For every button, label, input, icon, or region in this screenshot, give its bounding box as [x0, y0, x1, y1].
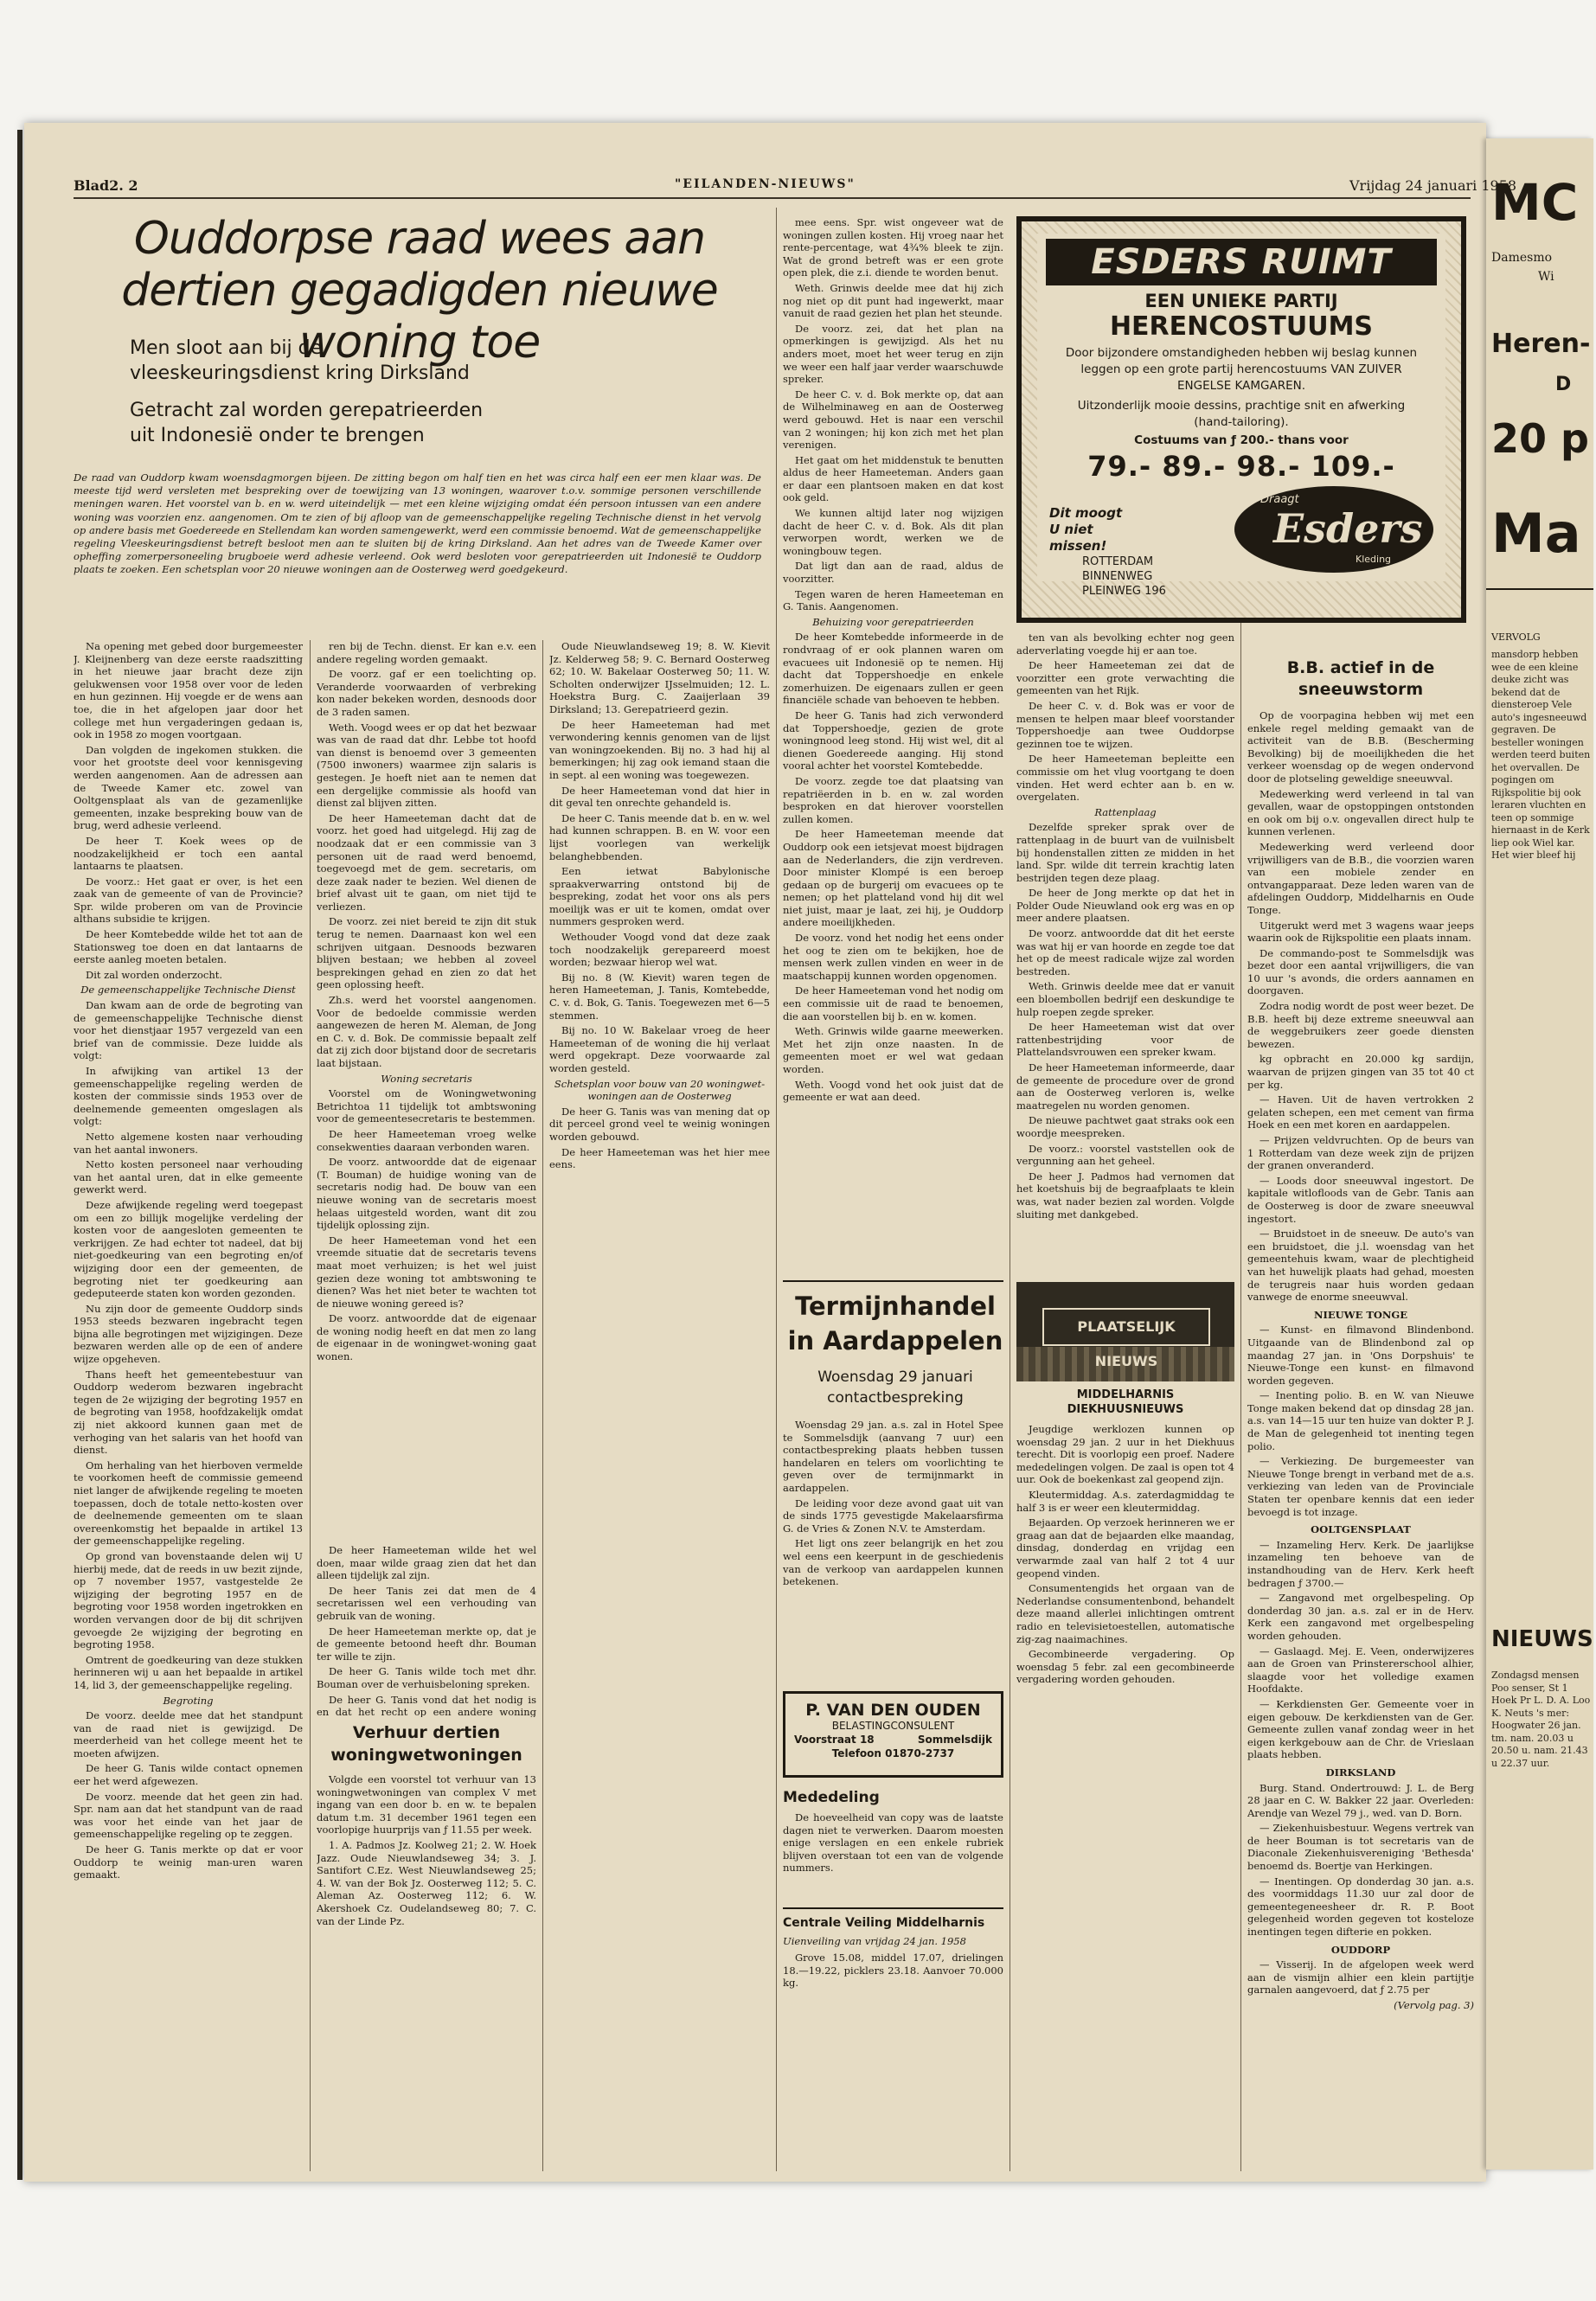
article-column-5	[1016, 631, 1234, 1272]
verhuur-paragraph: Volgde een voorstel tot verhuur van 13 woningwetwoningen van complex V met ingang van een door b. en w. te bepalen datum t.m. 31 december 1961 tegen een voorlopige huurprijs van ƒ 11.55 per week.	[317, 1773, 536, 1836]
article-paragraph: De heer Hameeteman wilde het wel doen, maar wilde graag zien dat het dan alleen tijdelijk zal zijn.	[317, 1544, 536, 1582]
article-paragraph: Tegen waren de heren Hameeteman en G. Tanis. Aangenomen.	[783, 587, 1003, 613]
article-paragraph: Omtrent de goedkeuring van deze stukken herinneren wij u aan het bepaalde in artikel 14, lid 3, der gemeenschappelijke regeling.	[74, 1653, 303, 1691]
article-paragraph: Een ietwat Babylonische spraakverwarring ontstond bij de bespreking, zodat het voor ons als pers moeilijk was er uit te komen, omdat over nummers gesproken werd.	[549, 865, 770, 928]
article-paragraph: Na opening met gebed door burgemeester J. Kleijnenberg van deze eerste raadszitting in het nieuwe jaar bracht deze zijn gelukwensen voor 1958 over voor de leden en hun gezinnen. Hij voegde er de wens aan toe, die in het afgelopen jaar door het college met hun vergaderingen gedaan is, ook in 1958 zo mogen voortgaan.	[74, 640, 303, 741]
article-paragraph: De heer C. Tanis meende dat b. en w. wel had kunnen schrappen. B. en W. voor een lijst voorlegen van werkelijk belanghebbenden.	[549, 811, 770, 862]
esders-brand: Esders	[1273, 505, 1423, 552]
esders-address-3: PLEINWEG 196	[1082, 585, 1166, 598]
diekhuus-item: Jeugdige werklozen kunnen op woensdag 29 jan. 2 uur in het Diekhuus terecht. Dit is voorlopig een proef. Nadere mededelingen volgen. De zaal is open tot 4 uur. Ook de boekenkast zal geopend zijn.	[1016, 1423, 1234, 1486]
subheadline-2: Getracht zal worden gerepatrieerden uit Indonesië onder te brengen	[130, 400, 484, 446]
esders-address-2: BINNENWEG	[1082, 570, 1153, 583]
main-headline: Ouddorpse raad wees aan dertien gegadigden nieuwe woning toe	[121, 213, 718, 369]
article-paragraph: De heer Komtebedde wilde het tot aan de Stationsweg toe doen en dat lantaarns de eerste aanleg moeten betalen.	[74, 928, 303, 966]
article-paragraph: Weth. Voogd wees er op dat het bezwaar was van de raad dat dhr. Lebbe tot hoofd van dienst is benoemd over 3 gemeenten (7500 inwoners) waarmee zijn salaris is gestegen. Je hoeft niet aan te nemen dat een dergelijke commissie als hoofd van dienst zal blijven zitten.	[317, 721, 536, 810]
article-paragraph: De voorz.: Het gaat er over, is het een zaak van de gemeente of van de Provincie? Spr. wilde proberen om van de Provincie althans subsidie te krijgen.	[74, 875, 303, 926]
news-item: Op de voorpagina hebben wij met een enkele regel melding gemaakt van de activiteit van de B.B. (Bescherming Bevolking) bij de moeilijkheden die het verkeer woensdag op de wegen ondervond door de plotseling geweldige sneeuwval.	[1247, 709, 1474, 785]
next-page-line: Wi	[1538, 270, 1554, 284]
news-item: OOLTGENSPLAAT	[1311, 1523, 1411, 1536]
next-page-text-2: Zondagsd mensen Poo senser, St 1 Hoek Pr L. D. A. Loo K. Neuts 's mer: Hoogwater 26 jan. tm. nam. 20.03 u 20.50 u. nam. 21.43 u 22.37 uur.	[1491, 1670, 1591, 1769]
article-paragraph: Wethouder Voogd vond dat deze zaak toch noodzakelijk gerepareerd moest worden; bezwaar hierop wel wat.	[549, 931, 770, 969]
news-item: Burg. Stand. Ondertrouwd: J. L. de Berg 28 jaar en C. W. Bakker 22 jaar. Overleden: Arendje van Wezel 79 j., wed. van D. Born.	[1247, 1781, 1474, 1819]
article-paragraph: De voorz. zei niet bereid te zijn dit stuk terug te nemen. Daarnaast kon wel een schrijven uitgaan. Desnoods bezwaren blijven bestaan; we hebben al zoveel besprekingen gehad en zien zo dat het geen oplossing heeft.	[317, 915, 536, 991]
article-paragraph: De heer J. Padmos had vernomen dat het koetshuis bij de begraafplaats te klein was, wat nader bezien zal worden. Volgde sluiting met dankgebed.	[1016, 1170, 1234, 1221]
article-paragraph: De heer G. Tanis was van mening dat op dit perceel grond veel te weinig woningen worden gebouwd.	[549, 1105, 770, 1143]
article-paragraph: De heer Hameeteman bepleitte een commissie om het vlug voortgang te doen vinden. Het werd echter aan b. en w. overgelaten.	[1016, 753, 1234, 804]
article-paragraph: De voorz. vond het nodig het eens onder het oog te zien om te bekijken, hoe de mensen werk zullen vinden en weer in de maatschappij kunnen worden opgenomen.	[783, 932, 1003, 982]
esders-address-1: ROTTERDAM	[1082, 555, 1154, 568]
article-paragraph: De heer Hameeteman merkte op, dat je de gemeente betoond heeft dhr. Bouman ter wille te zijn.	[317, 1625, 536, 1663]
article-column-3	[549, 640, 770, 2171]
article-paragraph: De heer C. v. d. Bok was er voor de mensen te helpen maar bleef voorstander Toppershoedje aan twee Ouddorpse gezinnen toe te wijzen.	[1016, 699, 1234, 750]
illustration-caption: PLAATSELIJK NIEUWS	[1042, 1308, 1210, 1346]
article-paragraph: Weth. Grinwis deelde mee dat er vanuit een bloembollen bedrijf een deskundige te hulp roepen zegde spreker.	[1016, 980, 1234, 1018]
article-column-4	[783, 216, 1003, 1272]
diekhuus-item: Bejaarden. Op verzoek herinneren we er graag aan dat de bejaarden elke maandag, dinsdag, donderdag en vrijdag een verwarmde zaal van half 2 tot 4 uur geopend vinden.	[1016, 1516, 1234, 1580]
news-item: — Visserij. In de afgelopen week werd aan de vismijn alhier een klein partijtje garnalen aangevoerd, dat ƒ 2.75 per	[1247, 1958, 1474, 1997]
verhuur-paragraph: 1. A. Padmos Jz. Koolweg 21; 2. W. Hoek Jazz. Oude Nieuwlandseweg 34; 3. J. Santifort C.Ez. West Nieuwlandseweg 25; 4. W. van der Bok Jz. Oosterweg 112; 5. C. Aleman Az. Oosterweg 112; 6. W. Akershoek Cz. Oudelandseweg 80; 7. C. van der Linde Pz.	[317, 1838, 536, 1927]
article-column-2	[317, 640, 536, 1540]
article-paragraph: De heer G. Tanis wilde contact opnemen eer het werd afgewezen.	[74, 1762, 303, 1788]
article-paragraph: De heer Hameeteman vond dat hier in dit geval ten onrechte gehandeld is.	[549, 784, 770, 810]
next-page-strip	[1486, 138, 1593, 2170]
esders-text2: Uitzonderlijk mooie dessins, prachtige snit en afwerking (hand-tailoring).	[1077, 399, 1406, 429]
article-paragraph: De heer Komtebedde informeerde in de rondvraag of er ook plannen waren om evacuees uit Indonesië op te nemen. Hij dacht dat Toppershoedje en enkele zomerhuizen. De eigenaars zullen er geen financiële schade van behoeven te hebben.	[783, 631, 1003, 707]
ad-role: BELASTINGCONSULENT	[831, 1720, 955, 1732]
article-paragraph: De nieuwe pachtwet gaat straks ook een woordje meespreken.	[1016, 1114, 1234, 1139]
article-paragraph: Netto algemene kosten naar verhouding van het aantal inwoners.	[74, 1130, 303, 1156]
news-item: (Vervolg pag. 3)	[1394, 1999, 1474, 2011]
termijn-body	[783, 1419, 1003, 1678]
article-paragraph: De heer Hameeteman wist dat over rattenbestrijding voor de Plattelandsvrouwen een spreker kwam.	[1016, 1021, 1234, 1059]
article-paragraph: De voorz. antwoordde dat de eigenaar (T. Bouman) de huidige woning van de secretaris nodig had. De bouw van een nieuwe woning van de secretaris moest helaas uitgesteld worden, want dit zou tijdelijk oplossing zijn.	[317, 1156, 536, 1232]
article-paragraph: Weth. Grinwis deelde mee dat hij zich nog niet op dit punt had ingewerkt, maar vanuit de raad gezien het plan het steunde.	[783, 281, 1003, 320]
news-item: De commando-post te Sommelsdijk was bezet door een aantal vrijwilligers, die van 10 uur 's avonds, die orders aannamen en doorgaven.	[1247, 946, 1474, 997]
news-item: — Gaslaagd. Mej. E. Veen, onderwijzeres aan de Groen van Prinstererschool alhier, slaagde voor het volledige examen Hoofdakte.	[1247, 1644, 1474, 1695]
termijn-paragraph: Het ligt ons zeer belangrijk en het zou wel eens een keerpunt in de geschiedenis van de verkoop van aardappelen kunnen betekenen.	[783, 1537, 1003, 1588]
news-item: — Kunst- en filmavond Blindenbond. Uitgaande van de Blindenbond zal op maandag 27 jan. in 'Ons Dorpshuis' te Nieuwe-Tonge een kunst- en filmavond worden gegeven.	[1247, 1324, 1474, 1387]
news-item: — Loods door sneeuwval ingestort. De kapitale witlofloods van de Gebr. Tanis aan de Oosterweg is door de zware sneeuwval ingestort.	[1247, 1174, 1474, 1225]
termijn-paragraph: Woensdag 29 jan. a.s. zal in Hotel Spee te Sommelsdijk (aanvang 7 uur) een contactbespreking plaats hebben tussen handelaren en telers om voorlichting te geven over de termijnmarkt in aardappelen.	[783, 1419, 1003, 1494]
article-paragraph: ren bij de Techn. dienst. Er kan e.v. een andere regeling worden gemaakt.	[317, 640, 536, 665]
termijn-paragraph: De leiding voor deze avond gaat uit van de sinds 1775 gevestigde Makelaarsfirma G. de Vries & Zonen N.V. te Amsterdam.	[783, 1497, 1003, 1535]
news-item: Uitgerukt werd met 3 wagens waar jeeps waarin ook de Rijkspolitie een plaats innam.	[1247, 919, 1474, 945]
right-column	[1247, 709, 1474, 2171]
article-intro: De raad van Ouddorp kwam woensdagmorgen bijeen. De zitting begon om half tien en het was circa half een eer men klaar was. De meeste tijd werd versleten met bespreking over de toewijzing van 13 woningen, waarover t.o.v. sommige personen verschillende meningen waren. Het voorstel van b. en w. werd uiteindelijk — met een kleine wijziging omdat één persoon intussen van een andere woning was voorzien enz. aangenomen. Om te zien of bij afloop van de gemeenschappelijke regeling Technische dienst in het vervolg op andere basis met Goedereede en Stellendam kan worden samengewerkt, werd een commissie benoemd. Wat de gemeenschappelijke regeling Vleeskeuringsdienst betreft besloot men aan te sluiten bij de kring Dirksland. Aan het adres van de Tweede Kamer over opheffing zomerpersoneeling brugboeie werd adhesie verleend. Ook werd besloten voor gerepatrieerden uit Indonesië te Ouddorp plaats te zoeken. Een schetsplan voor 20 nieuwe woningen aan de Oosterweg werd goedgekeurd.	[74, 471, 761, 576]
page-edge-shadow	[17, 130, 22, 2180]
article-paragraph: De heer Hameeteman meende dat Ouddorp ook een ietsjevat moest bijdragen aan de Nederlanders, die zijn verdreven. Door minister Klompé is een beroep gedaan op de burgerij om evacuees op te nemen; op het platteland vond hij dit wel niet juist, maar je laat, zei hij, je Ouddorp andere moeilijkheden.	[783, 828, 1003, 929]
article-paragraph: De heer Hameeteman informeerde, daar de gemeente de procedure over de grond aan de Oosterweg verloren is, welke maatregelen nu worden genomen.	[1016, 1061, 1234, 1112]
article-paragraph: Netto kosten personeel naar verhouding van het aantal uren, dat in elke gemeente gewerkt werd.	[74, 1158, 303, 1196]
article-paragraph: mee eens. Spr. wist ongeveer wat de woningen zullen kosten. Hij vroeg naar het rente-percentage, wat 4¾% bleek te zijn. Wat de grond betreft was er een grote open plek, die z.i. diende te worden benut.	[783, 216, 1003, 279]
esders-callout: Dit moogt U niet missen!	[1049, 504, 1123, 554]
article-paragraph: Bij no. 8 (W. Kievit) waren tegen de heren Hameeteman, J. Tanis, Komtebedde, C. v. d. Bok, G. Tanis. Toegewezen met 6—5 stemmen.	[549, 971, 770, 1022]
news-item: — Bruidstoet in de sneeuw. De auto's van een bruidstoet, die j.l. woensdag van het gemeentehuis kwam, waar de plechtigheid van het huwelijk plaats had gehad, moesten de terugreis naar huis worden gedaan vanwege de enorme sneeuwval.	[1247, 1227, 1474, 1304]
article-paragraph: De heer Hameeteman vroeg welke consekwenties daaraan verbonden waren.	[317, 1127, 536, 1153]
article-paragraph: De voorz. gaf er een toelichting op. Veranderde voorwaarden of verbreking kon nader bekeken worden, desnoods door de 3 raden samen.	[317, 668, 536, 718]
news-item: — Zangavond met orgelbespeling. Op donderdag 30 jan. a.s. zal er in de Herv. Kerk een zangavond met orgelbespeling worden gehouden.	[1247, 1592, 1474, 1642]
issue-date: Vrijdag 24 januari 1958	[1349, 177, 1517, 194]
esders-logo	[1234, 486, 1433, 573]
article-paragraph: De heer Tanis zei dat men de 4 secretarissen wel een verhouding van gebruik van de woning.	[317, 1584, 536, 1622]
subheadline-1: Men sloot aan bij de vleeskeuringsdienst kring Dirksland	[130, 337, 470, 384]
van-den-ouden-ad	[783, 1691, 1003, 1778]
article-paragraph: De heer Hameeteman dacht dat de voorz. het goed had uitgelegd. Hij zag de noodzaak dat er een commissie van 3 personen uit de raad werd benoemd, toegevoegd met de gem. secretaris, om deze zaak nader te bezien. Wel dienen de brief alvast uit te gaan, om niet tijd te verliezen.	[317, 811, 536, 913]
termijn-subheading: Woensdag 29 januari contactbespreking	[817, 1368, 973, 1407]
article-paragraph: De heer T. Koek wees op de noodzakelijkheid er toch een aantal lantaarns te plaatsen.	[74, 834, 303, 873]
article-paragraph: Oude Nieuwlandseweg 19; 8. W. Kievit Jz. Kelderweg 58; 9. C. Bernard Oosterweg 62; 10. W. Bakelaar Oosterweg 50; 11. W. Scholten onderwijzer IJsselmuiden; 12. L. Hoekstra Burg. C. Zaaijerlaan 39 Dirksland; 13. Gerepatrieerd gezin.	[549, 640, 770, 715]
veiling-subheading: Uienveiling van vrijdag 24 jan. 1958	[783, 1935, 966, 1947]
article-paragraph: Dezelfde spreker sprak over de rattenplaag in de buurt van de vuilnisbelt bij hondenstallen zitten ze midden in het land. Spr. wilde dit terrein krachtig laten bestrijden tegen deze plaag.	[1016, 821, 1234, 884]
article-paragraph: Dan volgden de ingekomen stukken. die voor het grootste deel voor kennisgeving werden aangenomen. Aan de adressen aan de Tweede Kamer etc. zowel van Ooltgensplaat als van de gezamenlijke gemeenten, inzake bespreking bouw van de brug, werd adhesie verleend.	[74, 743, 303, 832]
verhuur-column	[317, 1773, 536, 2171]
article-paragraph: De heer Hameeteman zei dat de voorzitter een grote verwachting die gemeenten van het Rijk.	[1016, 659, 1234, 697]
article-paragraph: Deze afwijkende regeling werd toegepast om een zo billijk mogelijke verdeling der kosten voor de aangesloten gemeenten te verkrijgen. Ze had echter tot nadeel, dat bij niet-goedkeuring van een begroting en/of wijziging door een der gemeenten, de begroting niet ter goedkeuring aan gedeputeerde staten kon worden gezonden.	[74, 1198, 303, 1300]
article-paragraph: De heer de Jong merkte op dat het in Polder Oude Nieuwland ook erg was en op meer andere plaatsen.	[1016, 887, 1234, 925]
esders-ad	[1016, 216, 1466, 623]
article-paragraph: De voorz.: voorstel vaststellen ook de vergunning aan het geheel.	[1016, 1142, 1234, 1168]
next-page-text: mansdorp hebben wee de een kleine deuke zicht was bekend dat de diensteroep Vele auto's ingesneeuwd gegraven. De besteller woningen werden teerd buiten het overvallen. De pogingen om Rijkspolitie bij ook leraren vluchten en teen op sommige hiernaast in de Kerk liep ook Wiel kar. Het wier bleef hij	[1491, 649, 1591, 861]
article-paragraph: Thans heeft het gemeentebestuur van Ouddorp wederom bezwaren ingebracht tegen de 2e wijziging der begroting 1957 en de begroting van 1958, hoofdzakelijk omdat zij niet akkoord kunnen gaan met de verhoging van het salaris van het hoofd van dienst.	[74, 1368, 303, 1457]
esders-wears: Draagt	[1260, 493, 1299, 506]
news-item: kg opbracht en 20.000 kg sardijn, waarvan de prijzen gingen van 35 tot 40 ct per kg.	[1247, 1053, 1474, 1091]
article-paragraph: Op grond van bovenstaande delen wij U hierbij mede, dat de reeds in uw bezit zijnde, op 7 november 1957, vastgestelde 2e wijziging der begroting 1957 en de begroting voor 1958 worden ingetrokken en worden vervangen door de bij dit schrijven gevoegde 2e wijziging der begroting en begroting 1958.	[74, 1549, 303, 1651]
news-item: — Kerkdiensten Ger. Gemeente voer in eigen gebouw. De kerkdiensten van de Ger. Gemeente zullen vanaf zondag weer in het eigen kerkgebouw aan de Chr. de Vrieslaan plaats hebben.	[1247, 1697, 1474, 1761]
article-paragraph: Dit zal worden onderzocht.	[86, 968, 223, 981]
next-page-heading-heren: Heren-	[1491, 329, 1591, 359]
article-paragraph: De heer G. Tanis wilde toch met dhr. Bouman over de verhuisbeloning spreken.	[317, 1665, 536, 1690]
esders-prices: 79.- 89.- 98.- 109.-	[1087, 450, 1395, 483]
article-paragraph: Voorstel om de Woningwetwoning Betrichtoa 11 tijdelijk tot ambtswoning voor de gemeentesecretaris te bestemmen.	[317, 1087, 536, 1125]
bb-heading: B.B. actief in de sneeuwstorm	[1286, 658, 1435, 699]
article-paragraph: Zh.s. werd het voorstel aangenomen. Voor de bedoelde commissie werden aangewezen de heren M. Aleman, de Jong en C. v. d. Bok. De commissie bepaalt zelf dat zij zich door bijstand door de secretaris laat bijstaan.	[317, 994, 536, 1069]
article-paragraph: Weth. Voogd vond het ook juist dat de gemeente er wat aan deed.	[783, 1078, 1003, 1104]
article-paragraph: Rattenplaag	[1094, 805, 1157, 818]
article-paragraph: De voorz. antwoordde dat de eigenaar de woning nodig heeft en dat men zo lang de eigenaar in de woningwet-woning gaat wonen.	[317, 1312, 536, 1363]
news-item: — Prijzen veldvruchten. Op de beurs van 1 Rotterdam van deze week zijn de prijzen der granen onveranderd.	[1247, 1134, 1474, 1172]
article-paragraph: Om herhaling van het hierboven vermelde te voorkomen heeft de commissie gemeend niet langer de afwijkende regeling te moeten toepassen, doch de totale netto-kosten over de deelnemende gemeenten om te slaan overeenkomstig het bepaalde in artikel 13 der gemeenschappelijke regeling.	[74, 1458, 303, 1548]
article-paragraph: Nu zijn door de gemeente Ouddorp sinds 1953 steeds bezwaren ingebracht tegen bijna alle begrotingen met wijzigingen. Deze bezwaren werden alle op de een of andere wijze opgeheven.	[74, 1302, 303, 1366]
esders-line1: EEN UNIEKE PARTIJ	[1144, 291, 1338, 311]
article-paragraph: Dat ligt dan aan de raad, aldus de voorzitter.	[783, 560, 1003, 586]
article-paragraph: De heer Hameeteman vond het nodig om een commissie uit de raad te benoemen, die aan voorstellen bij b. en w. komen.	[783, 984, 1003, 1022]
article-paragraph: De voorz. meende dat het geen zin had. Spr. nam aan dat het standpunt van de raad was voor het einde van het jaar de gemeenschappelijke regeling op te zeggen.	[74, 1790, 303, 1841]
article-paragraph: De voorz. antwoordde dat dit het eerste was wat hij er van hoorde en zegde toe dat het op de meest radicale wijze zal worden bestreden.	[1016, 927, 1234, 977]
article-paragraph: Weth. Grinwis wilde gaarne meewerken. Met het zijn onze naasten. In de gemeenten moet er wel wat gedaan worden.	[783, 1025, 1003, 1075]
diekhuus-item: Kleutermiddag. A.s. zaterdagmiddag te half 3 is er weer een kleutermiddag.	[1016, 1488, 1234, 1514]
next-page-nieuws: NIEUWS	[1491, 1626, 1593, 1652]
verhuur-heading: Verhuur dertien woningwetwoningen	[330, 1723, 522, 1765]
article-paragraph: Schetsplan voor bouw van 20 woningwet-woningen aan de Oosterweg	[554, 1077, 766, 1103]
esders-brand-sub: Kleding	[1356, 554, 1392, 565]
article-paragraph: De voorz. zei, dat het plan na opmerkingen is gewijzigd. Als het nu anders moet, moet het weer terug en zijn we weer een half jaar verder waarschuwde spreker.	[783, 322, 1003, 386]
news-item: — Inenting polio. B. en W. van Nieuwe Tonge maken bekend dat op dinsdag 28 jan. a.s. van 14—15 uur ten huize van dokter P. J. de Man de gelegenheid tot inenting tegen polio.	[1247, 1389, 1474, 1452]
middelharnis-column	[1016, 1423, 1234, 2171]
next-page-line: Damesmo	[1491, 251, 1553, 265]
news-item: DIRKSLAND	[1325, 1766, 1396, 1779]
article-column-2b	[317, 1544, 536, 1717]
news-item: — Inentingen. Op donderdag 30 jan. a.s. des voormiddags 11.30 uur zal door de gemeentegeneesheer dr. R. P. Boot gelegenheid worden gegeven tot kosteloze inentingen tegen difterie en pokken.	[1247, 1875, 1474, 1939]
mededeling-heading: Mededeling	[783, 1789, 880, 1806]
esders-text1: Door bijzondere omstandigheden hebben wij beslag kunnen leggen op een grote partij herencostuums VAN ZUIVER ENGELSE KAMGAREN.	[1065, 346, 1418, 393]
article-paragraph: Behuizing voor gerepatrieerden	[812, 615, 974, 628]
article-paragraph: Woning secretaris	[381, 1072, 472, 1085]
article-paragraph: De heer G. Tanis had zich verwonderd dat Toppershoedje, gezien de grote woningnood leeg stond. Hij wist wel, dit al dienen Goedereede aanging. Hij stond vooral achter het voorstel Komtebedde.	[783, 708, 1003, 772]
article-paragraph: De heer Hameeteman vond het een vreemde situatie dat de secretaris tevens maat moet verhuizen; is het wel juist gezien deze woning tot ambtswoning te dienen? Was het niet beter te wachten tot de nieuwe woning gereed is?	[317, 1234, 536, 1310]
masthead-small: "EILANDEN-NIEUWS"	[675, 177, 856, 191]
next-page-price: 20 p	[1491, 415, 1589, 462]
article-paragraph: Dan kwam aan de orde de begroting van de gemeenschappelijke Technische dienst voor het dienstjaar 1957 vergezeld van een brief van de commissie. Deze luidde als volgt:	[74, 999, 303, 1062]
article-paragraph: Begroting	[163, 1694, 214, 1707]
article-paragraph: We kunnen altijd later nog wijzigen dacht de heer C. v. d. Bok. Als dit plan verworpen wordt, werken we de woningbouw tegen.	[783, 507, 1003, 557]
article-paragraph: De gemeenschappelijke Technische Dienst	[80, 984, 296, 997]
veiling-heading: Centrale Veiling Middelharnis	[783, 1916, 985, 1930]
middelharnis-heading: MIDDELHARNIS	[1076, 1388, 1175, 1401]
news-item: Zodra nodig wordt de post weer bezet. De B.B. heeft bij deze extreme sneeuwval aan de weggebruikers zeer goede diensten bewezen.	[1247, 1000, 1474, 1050]
article-paragraph: De voorz. deelde mee dat het standpunt van de raad niet is gewijzigd. De meerderheid van het college meent het te moeten afwijzen.	[74, 1709, 303, 1759]
article-paragraph: De voorz. zegde toe dat plaatsing van repatriëerden in b. en w. zal worden besproken en dat hierover voorstellen zullen komen.	[783, 774, 1003, 825]
next-page-heading-mc: MC	[1491, 173, 1579, 232]
next-page-line: D	[1555, 374, 1572, 395]
esders-line2: HERENCOSTUUMS	[1109, 311, 1374, 342]
mededeling-body: De hoeveelheid van copy was de laatste dagen niet te verwerken. Daarom moesten enige verslagen en een enkele rubriek blijven overstaan tot een van de volgende nummers.	[783, 1811, 1003, 1875]
ad-city: Sommelsdijk	[917, 1734, 992, 1746]
news-item: Medewerking werd verleend in tal van gevallen, waar de opstoppingen ontstonden en ook om bij o.v. ongevallen direct hulp te kunnen verlenen.	[1247, 787, 1474, 838]
page-number: Blad2. 2	[74, 177, 138, 194]
news-item: — Ziekenhuisbestuur. Wegens vertrek van de heer Bouman is tot secretaris van de Diaconale Ziekenhuisvereniging 'Bethesda' benoemd ds. Boertje van Herkingen.	[1247, 1822, 1474, 1873]
article-paragraph: Bij no. 10 W. Bakelaar vroeg de heer Hameeteman of de woning die hij verlaat werd opgekrapt. Deze voorwaarde zal worden gesteld.	[549, 1024, 770, 1074]
ad-name: P. VAN DEN OUDEN	[805, 1701, 981, 1720]
article-paragraph: In afwijking van artikel 13 der gemeenschappelijke regeling werden de kosten der commissie sinds 1953 over de deelnemende gemeenten omgeslagen als volgt:	[74, 1065, 303, 1128]
diekhuus-heading: DIEKHUUSNIEUWS	[1067, 1403, 1184, 1416]
termijn-heading: Termijnhandel in Aardappelen	[787, 1292, 1003, 1356]
esders-text3: Costuums van ƒ 200.- thans voor	[1134, 433, 1349, 447]
news-item: — Haven. Uit de haven vertrokken 2 gelaten schepen, een met cement van firma Hoek en een met koren en aardappelen.	[1247, 1093, 1474, 1131]
news-item: — Verkiezing. De burgemeester van Nieuwe Tonge brengt in verband met de a.s. verkiezing van leden van de Provinciale Staten ter openbare kennis dat een ieder bevoegd is tot inzage.	[1247, 1455, 1474, 1518]
diekhuus-item: Consumentengids het orgaan van de Nederlandse consumentenbond, behandelt deze maand allerlei inlichtingen omtrent radio en televisietoestellen, automatische zig-zag naaimachines.	[1016, 1582, 1234, 1645]
plaatselijk-nieuws-illustration	[1016, 1282, 1234, 1381]
news-item: NIEUWE TONGE	[1313, 1308, 1408, 1321]
ad-phone: Telefoon 01870-2737	[831, 1747, 955, 1759]
ad-street: Voorstraat 18	[794, 1734, 875, 1746]
header-rule	[74, 197, 1471, 199]
veiling-body: Grove 15.08, middel 17.07, drielingen 18.—19.22, picklers 23.18. Aanvoer 70.000 kg.	[783, 1952, 1003, 1990]
diekhuus-item: Gecombineerde vergadering. Op woensdag 5 febr. zal een gecombineerde vergadering worden gehouden.	[1016, 1648, 1234, 1686]
article-paragraph: De heer Hameeteman had met verwondering kennis genomen van de lijst van woningzoekenden. Bij no. 3 had hij al bemerkingen; hij zag ook iemand staan die in sept. al een woning was toegewezen.	[549, 718, 770, 781]
next-page-vervolg: VERVOLG	[1491, 631, 1541, 643]
article-column-1	[74, 640, 303, 2171]
article-paragraph: De heer Hameeteman was het hier mee eens.	[549, 1145, 770, 1171]
news-item: OUDDORP	[1330, 1943, 1391, 1956]
article-paragraph: Het gaat om het middenstuk te benutten aldus de heer Hameeteman. Anders gaan er daar een plantsoen maken en dat kost ook geld.	[783, 453, 1003, 504]
article-paragraph: ten van als bevolking echter nog geen aderverlating voegde hij er aan toe.	[1016, 631, 1234, 657]
news-item: — Inzameling Herv. Kerk. De jaarlijkse inzameling ten behoeve van de instandhouding van de Herv. Kerk heeft bedragen ƒ 3700.—	[1247, 1538, 1474, 1589]
next-page-heading-ma: Ma	[1491, 502, 1581, 565]
article-paragraph: De heer G. Tanis merkte op dat er voor Ouddorp te weinig man-uren waren gemaakt.	[74, 1843, 303, 1881]
esders-title: ESDERS RUIMT	[1046, 239, 1437, 285]
article-paragraph: De heer G. Tanis vond dat het nodig is en dat het recht op een andere woning	[317, 1693, 536, 1717]
news-item: Medewerking werd verleend door vrijwilligers van de B.B., die voorzien waren van een mobiele zender en ontvangapparaat. Deze leden waren van de afdelingen Ouddorp, Middelharnis en Oude Tonge.	[1247, 840, 1474, 916]
article-paragraph: De heer C. v. d. Bok merkte op, dat aan de Wilhelminaweg en aan de Oosterweg werd gebouwd. Het is naar een verschil van 2 woningen; hij kon zich met het plan verenigen.	[783, 388, 1003, 452]
